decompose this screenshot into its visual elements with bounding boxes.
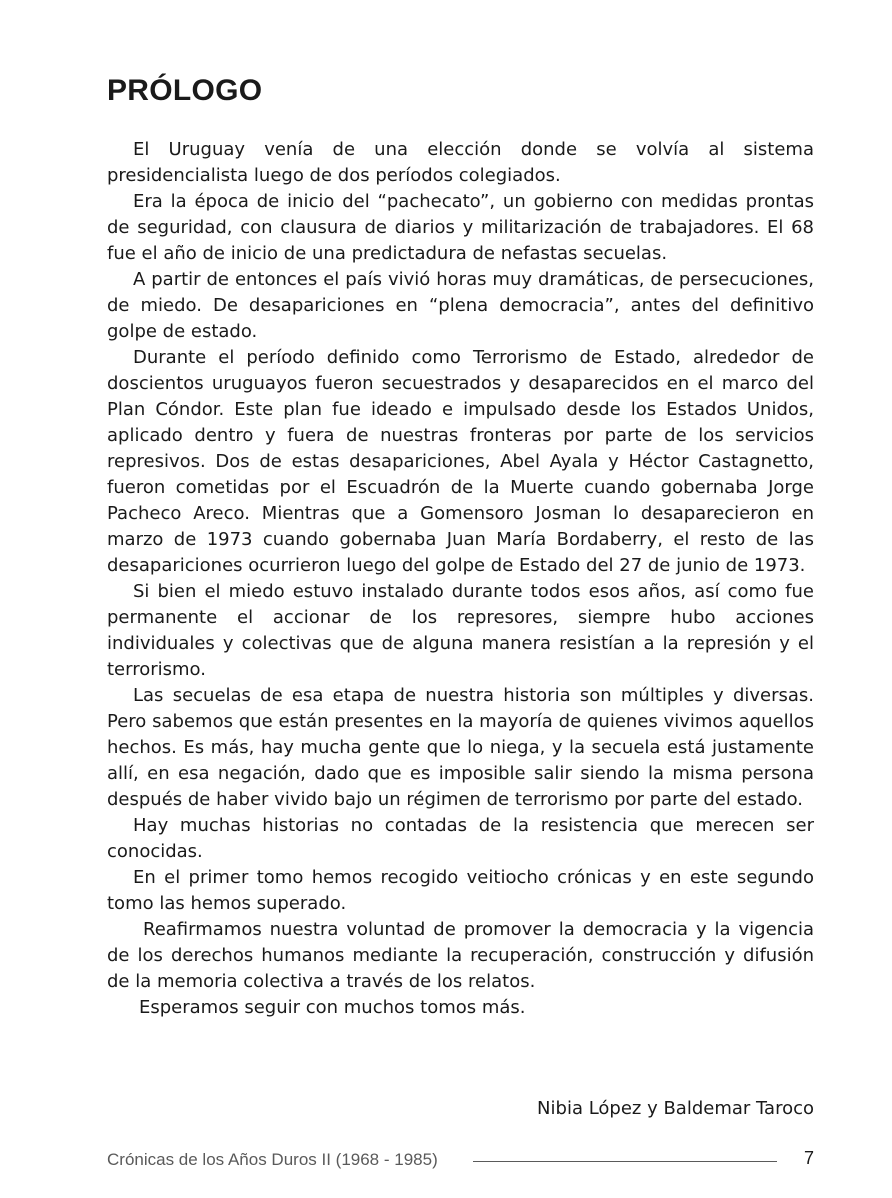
prologue-body	[107, 137, 814, 1021]
page-number: 7	[804, 1148, 815, 1168]
paragraph-1: El Uruguay venía de una elección donde se volvía al sistema presidencialista luego de dos períodos colegiados.	[107, 139, 814, 186]
paragraph-9: Reafirmamos nuestra voluntad de promover la democracia y la vigencia de los derechos humanos mediante la recuperación, construcción y difusión de la memoria colectiva a través de los relatos.	[107, 919, 814, 992]
paragraph-3: A partir de entonces el país vivió horas muy dramáticas, de persecuciones, de miedo. De desapariciones en “plena democracia”, antes del definitivo golpe de estado.	[107, 269, 814, 342]
paragraph-7: Hay muchas historias no contadas de la resistencia que merecen ser conocidas.	[107, 815, 814, 862]
paragraph-4: Durante el período definido como Terrorismo de Estado, alrededor de doscientos uruguayos fueron secuestrados y desaparecidos en el marco del Plan Cóndor. Este plan fue ideado e impulsado desde los Estados Unidos, aplicado dentro y fuera de nuestras fronteras por parte de los servicios represivos. Dos de estas desapariciones, Abel Ayala y Héctor Castagnetto, fueron cometidas por el Escuadrón de la Muerte cuando gobernaba Jorge Pacheco Areco. Mientras que a Gomensoro Josman lo desaparecieron en marzo de 1973 cuando gobernaba Juan María Bordaberry, el resto de las desapariciones ocurrieron luego del golpe de Estado del 27 de junio de 1973.	[107, 347, 814, 576]
paragraph-2: Era la época de inicio del “pachecato”, un gobierno con medidas prontas de seguridad, con clausura de diarios y militarización de trabajadores. El 68 fue el año de inicio de una predictadura de nefastas secuelas.	[107, 191, 814, 264]
paragraph-6: Las secuelas de esa etapa de nuestra historia son múltiples y diversas. Pero sabemos que están presentes en la mayoría de quienes vivimos aquellos hechos. Es más, hay mucha gente que lo niega, y la secuela está justamente allí, en esa negación, dado que es imposible salir siendo la misma persona después de haber vivido bajo un régimen de terrorismo por parte del estado.	[107, 685, 814, 810]
page-footer	[107, 1148, 814, 1174]
paragraph-5: Si bien el miedo estuvo instalado durante todos esos años, así como fue permanente el accionar de los represores, siempre hubo acciones individuales y colectivas que de alguna manera resistían a la represión y el terrorismo.	[107, 581, 814, 680]
footer-divider	[473, 1161, 777, 1162]
paragraph-8: En el primer tomo hemos recogido veitiocho crónicas y en este segundo tomo las hemos superado.	[107, 867, 814, 914]
paragraph-10: Esperamos seguir con muchos tomos más.	[139, 997, 526, 1018]
authors-signature: Nibia López y Baldemar Taroco	[537, 1098, 814, 1119]
footer-book-title: Crónicas de los Años Duros II (1968 - 1985)	[107, 1150, 438, 1169]
chapter-title: PRÓLOGO	[107, 74, 263, 107]
